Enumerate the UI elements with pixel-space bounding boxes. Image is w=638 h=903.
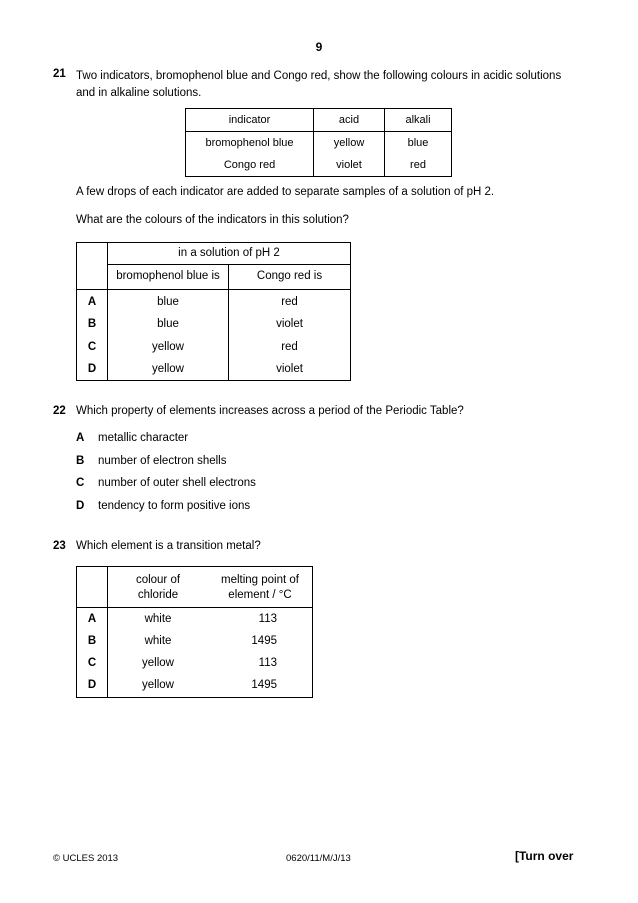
table-cell: red: [385, 154, 452, 177]
alkali-header: alkali: [385, 109, 452, 132]
table-cell: white: [144, 613, 172, 625]
footer-copyright: © UCLES 2013: [53, 853, 119, 864]
table-cell: white: [144, 635, 172, 647]
divider: [77, 289, 350, 290]
row-letter: C: [87, 657, 97, 669]
indicator-header: indicator: [186, 109, 314, 132]
table-cell: yellow: [142, 657, 174, 669]
question-22-number: 22: [53, 405, 66, 417]
table-cell: yellow: [314, 132, 385, 155]
question-21-paragraph1: A few drops of each indicator are added to separate samples of a solution of pH 2.: [76, 186, 495, 198]
bromophenol-header: bromophenol blue is: [116, 270, 220, 282]
question-22-text: Which property of elements increases across a period of the Periodic Table?: [76, 405, 464, 417]
header-line: element / °C: [228, 589, 292, 601]
header-line: melting point of: [221, 574, 299, 586]
divider: [108, 264, 350, 265]
table-cell: 1495: [251, 635, 277, 647]
table-cell: yellow: [142, 679, 174, 691]
question-23-text: Which element is a transition metal?: [76, 540, 261, 552]
table-cell: blue: [385, 132, 452, 155]
answer-table-21: [76, 242, 351, 381]
table-cell: blue: [157, 296, 179, 308]
indicator-table: [185, 108, 452, 177]
page-number: 9: [315, 40, 323, 54]
table-cell: 113: [258, 613, 277, 625]
row-letter: C: [87, 341, 97, 353]
congo-red-header: Congo red is: [256, 270, 323, 282]
question-21-text-line1: Two indicators, bromophenol blue and Congo red, show the following colours in acidic solutions: [76, 70, 562, 82]
row-letter: A: [87, 296, 97, 308]
table-cell: 1495: [251, 679, 277, 691]
table-cell: Congo red: [186, 154, 314, 177]
melting-point-header: [208, 573, 312, 603]
option-text: tendency to form positive ions: [98, 500, 251, 512]
option-text: number of electron shells: [98, 455, 227, 467]
row-letter: D: [87, 679, 97, 691]
question-21-paragraph2: What are the colours of the indicators in this solution?: [76, 214, 349, 226]
table-cell: violet: [276, 318, 303, 330]
group-header: in a solution of pH 2: [178, 247, 280, 259]
table-cell: blue: [157, 318, 179, 330]
header-line: colour of: [135, 574, 181, 586]
option-letter: D: [76, 500, 85, 512]
table-cell: yellow: [152, 341, 184, 353]
table-cell: 113: [258, 657, 277, 669]
question-21-text: [76, 68, 586, 102]
colour-header: [108, 573, 208, 603]
table-cell: violet: [314, 154, 385, 177]
question-21-number: 21: [53, 68, 66, 80]
row-letter: A: [87, 613, 97, 625]
row-letter: D: [87, 363, 97, 375]
table-cell: red: [281, 341, 298, 353]
footer-code: 0620/11/M/J/13: [286, 853, 351, 864]
acid-header: acid: [314, 109, 385, 132]
option-text: number of outer shell electrons: [98, 477, 256, 489]
option-letter: C: [76, 477, 85, 489]
header-line: chloride: [137, 589, 179, 601]
table-cell: violet: [276, 363, 303, 375]
question-23-number: 23: [53, 540, 66, 552]
divider: [77, 607, 312, 608]
table-cell: red: [281, 296, 298, 308]
row-letter: B: [87, 318, 97, 330]
table-cell: yellow: [152, 363, 184, 375]
table-cell: bromophenol blue: [186, 132, 314, 155]
option-text: metallic character: [98, 432, 189, 444]
answer-table-23: [76, 566, 313, 698]
option-letter: B: [76, 455, 85, 467]
row-letter: B: [87, 635, 97, 647]
option-letter: A: [76, 432, 85, 444]
turn-over: [Turn over: [515, 849, 574, 863]
question-21-text-line2: and in alkaline solutions.: [76, 87, 202, 99]
